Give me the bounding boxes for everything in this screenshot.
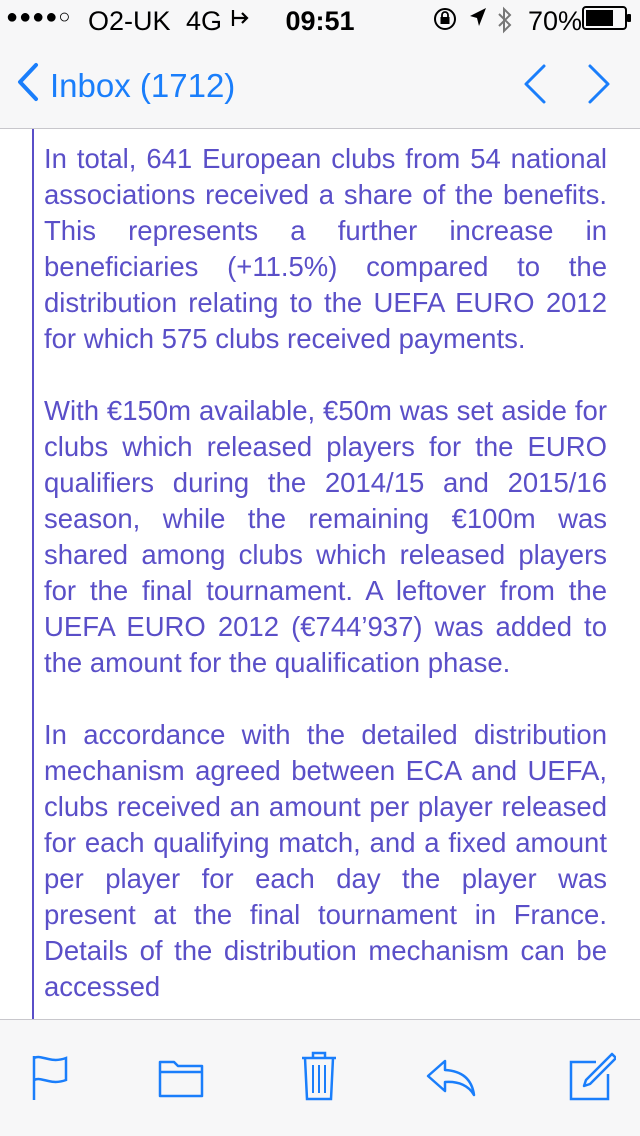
bluetooth-icon <box>496 6 514 41</box>
rotation-lock-icon <box>432 6 458 39</box>
paragraph-1: In total, 641 European clubs from 54 national associations received a share of the benefits. This represents a further increase in beneficiaries (+11.5%) compared to the distribution relating to the UEFA EURO 2012 for which 575 clubs received payments. <box>44 143 607 354</box>
paragraph-3: In accordance with the detailed distribution mechanism agreed between ECA and UEFA, clubs received an amount per player released for each qualifying match, and a fixed amount per player for each day the player was present at the final tournament in France. Details of the distribution mechanism can be accessed <box>44 719 607 1002</box>
trash-icon[interactable] <box>300 1050 338 1107</box>
location-icon <box>468 6 488 34</box>
status-bar <box>0 0 640 40</box>
battery-icon <box>582 6 632 37</box>
compose-icon[interactable] <box>568 1052 616 1107</box>
previous-message-button[interactable] <box>522 62 548 111</box>
next-message-button[interactable] <box>586 62 612 111</box>
message-content[interactable] <box>0 129 640 1019</box>
flag-icon[interactable] <box>30 1054 70 1107</box>
message-navigation <box>522 62 612 111</box>
clock: 09:51 <box>285 6 355 36</box>
paragraph-2: With €150m available, €50m was set aside for clubs which released players for the EURO qualifiers during the 2014/15 and 2015/16 season, while the remaining €100m was shared among clubs which released players for the final tournament. A leftover from the UEFA EURO 2012 (€744’937) was added to the amount for the qualification phase. <box>44 395 607 678</box>
back-button-label: Inbox (1712) <box>50 67 236 104</box>
back-to-inbox-button[interactable] <box>16 62 235 110</box>
message-body <box>44 141 607 1019</box>
battery-percentage: 70% <box>528 6 583 36</box>
reply-icon[interactable] <box>425 1058 477 1103</box>
chevron-left-icon <box>16 62 40 110</box>
signal-strength: ●●●●○ <box>6 6 72 28</box>
quote-bar <box>32 129 34 1019</box>
network-type: 4G <box>186 6 223 36</box>
navigation-bar <box>0 40 640 129</box>
folder-icon[interactable] <box>158 1056 204 1103</box>
bottom-toolbar <box>0 1019 640 1136</box>
carrier-name: O2-UK <box>88 6 171 36</box>
